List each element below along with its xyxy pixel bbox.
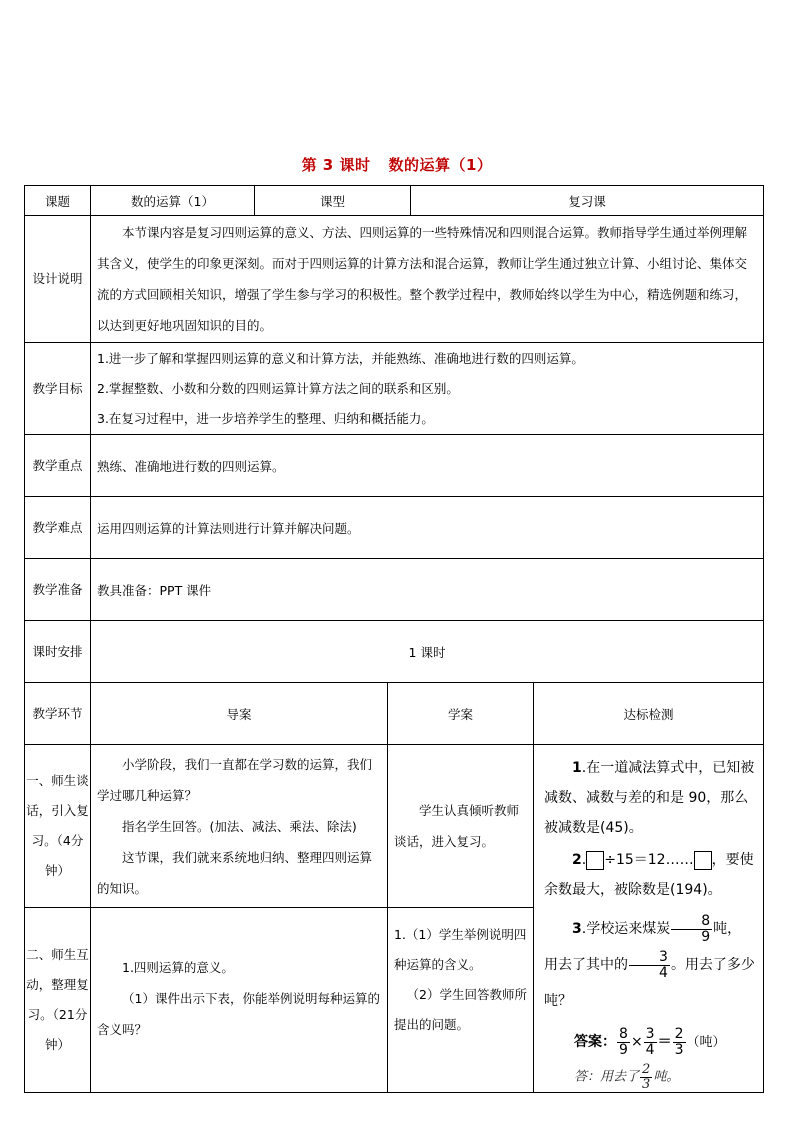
phase1-row xyxy=(25,745,764,908)
q1-number: 1 xyxy=(572,760,582,776)
topic-value: 数的运算（1） xyxy=(91,186,255,216)
answer-equation xyxy=(544,1027,755,1057)
difficulty-row xyxy=(25,497,764,559)
preparation-label: 教学准备 xyxy=(25,559,91,621)
difficulty-text: 运用四则运算的计算法则进行计算并解决问题。 xyxy=(97,520,360,536)
phase2-study-line: （2）学生回答教师所提出的问题。 xyxy=(394,987,527,1033)
goals-row xyxy=(25,343,764,435)
phase2-study-line: 1.（1）学生举例说明四种运算的含义。 xyxy=(394,927,527,973)
final-answer-text-b: 吨。 xyxy=(653,1070,680,1086)
goals-label: 教学目标 xyxy=(25,343,91,435)
key-point-row xyxy=(25,435,764,497)
goal-item: 2.掌握整数、小数和分数的四则运算计算方法之间的联系和区别。 xyxy=(97,380,459,396)
type-value: 复习课 xyxy=(411,186,764,216)
goal-item: 3.在复习过程中，进一步培养学生的整理、归纳和概括能力。 xyxy=(97,410,434,426)
q2-number: 2 xyxy=(572,852,582,868)
preparation-row xyxy=(25,559,764,621)
times-sign: × xyxy=(630,1034,643,1051)
q1-text: .在一道减法算式中，已知被减数、减数与差的和是 90，那么被减数是(45)。 xyxy=(544,760,755,836)
difficulty-label: 教学难点 xyxy=(25,497,91,559)
preparation-text: 教具准备：PPT 课件 xyxy=(97,582,212,598)
schedule-label: 课时安排 xyxy=(25,621,91,683)
goal-item: 1.进一步了解和掌握四则运算的意义和计算方法，并能熟练、准确地进行数的四则运算。 xyxy=(97,350,584,366)
phase2-guide-line: （1）课件出示下表，你能举例说明每种运算的含义吗？ xyxy=(97,991,380,1038)
phase1-study-text: 学生认真倾听教师谈话，进入复习。 xyxy=(394,803,520,850)
fraction-8-9: $\frac{8}{9}$ xyxy=(671,914,712,944)
lesson-plan-table xyxy=(24,185,764,1093)
type-label: 课型 xyxy=(255,186,411,216)
title-lesson-name: 数的运算（1） xyxy=(388,156,493,174)
design-row xyxy=(25,216,764,343)
q2-text: ，要使余数最大，被除数是(194)。 xyxy=(544,852,754,898)
fraction-3-4: $\frac{3}{4}$ xyxy=(629,950,670,980)
phase1-guide-line: 这节课，我们就来系统地归纳、整理四则运算的知识。 xyxy=(97,849,373,896)
phase1-guide-line: 指名学生回答。(加法、减法、乘法、除法) xyxy=(122,818,357,834)
key-point-label: 教学重点 xyxy=(25,435,91,497)
phase-column-header: 教学环节 xyxy=(25,683,91,745)
schedule-row xyxy=(25,621,764,683)
q3-text-b: 吨，用去了其中的 xyxy=(544,921,742,973)
answer-fraction-3-4: $\frac{3}{4}$ xyxy=(645,1026,655,1058)
q3-number: 3 xyxy=(572,921,582,937)
topic-row xyxy=(25,186,764,216)
check-question-3 xyxy=(544,911,755,1019)
blank-box-remainder xyxy=(694,851,712,870)
check-question-1 xyxy=(544,753,755,843)
answer-unit: （吨） xyxy=(686,1035,726,1051)
check-cell xyxy=(534,745,764,1093)
phase2-label: 二、师生互动，整理复习。（21分钟） xyxy=(25,908,91,1092)
guide-column-header: 导案 xyxy=(91,683,388,745)
q2-operation: ÷15＝12…… xyxy=(604,852,694,868)
q3-text-a: .学校运来煤炭 xyxy=(581,921,671,937)
page-title xyxy=(0,154,794,175)
check-column-header: 达标检测 xyxy=(534,683,764,745)
schedule-text: 1 课时 xyxy=(91,621,764,683)
design-label: 设计说明 xyxy=(25,216,91,343)
final-answer xyxy=(544,1063,755,1091)
phase1-label: 一、师生谈话，引入复习。（4分钟） xyxy=(25,745,91,908)
blank-box-dividend xyxy=(586,851,604,870)
design-text: 本节课内容是复习四则运算的意义、方法、四则运算的一些特殊情况和四则混合运算。教师指导学生通过举例理解其含义，使学生的印象更深刻。而对于四则运算的计算方法和混合运算，教师让学生通过独立计算、小组讨论、集体交流的方式回顾相关知识，增强了学生参与学习的积极性。整个教学过程中，教师始终以学生为中心，精选例题和练习，以达到更好地巩固知识的目的。 xyxy=(97,225,748,333)
phase1-guide-line: 小学阶段，我们一直都在学习数的运算，我们学过哪几种运算？ xyxy=(97,756,373,803)
answer-label: 答案： xyxy=(574,1034,617,1051)
title-lesson-number: 第 3 课时 xyxy=(301,156,371,174)
key-point-text: 熟练、准确地进行数的四则运算。 xyxy=(97,458,285,474)
final-fraction-2-3: $\frac{2}{3}$ xyxy=(642,1062,651,1093)
columns-header-row xyxy=(25,683,764,745)
answer-fraction-2-3: $\frac{2}{3}$ xyxy=(674,1026,684,1058)
answer-fraction-8-9: $\frac{8}{9}$ xyxy=(619,1026,628,1058)
check-question-2: 2. ÷15＝12…… ，要使余数最大，被除数是(194)。 xyxy=(544,852,754,898)
final-answer-text-a: 答：用去了 xyxy=(574,1070,640,1086)
study-column-header: 学案 xyxy=(388,683,534,745)
equals-sign: ＝ xyxy=(657,1034,672,1051)
q3-text-c: 。用去了多少吨？ xyxy=(544,957,755,1009)
phase2-guide-line: 1.四则运算的意义。 xyxy=(122,960,234,976)
topic-label: 课题 xyxy=(25,186,91,216)
